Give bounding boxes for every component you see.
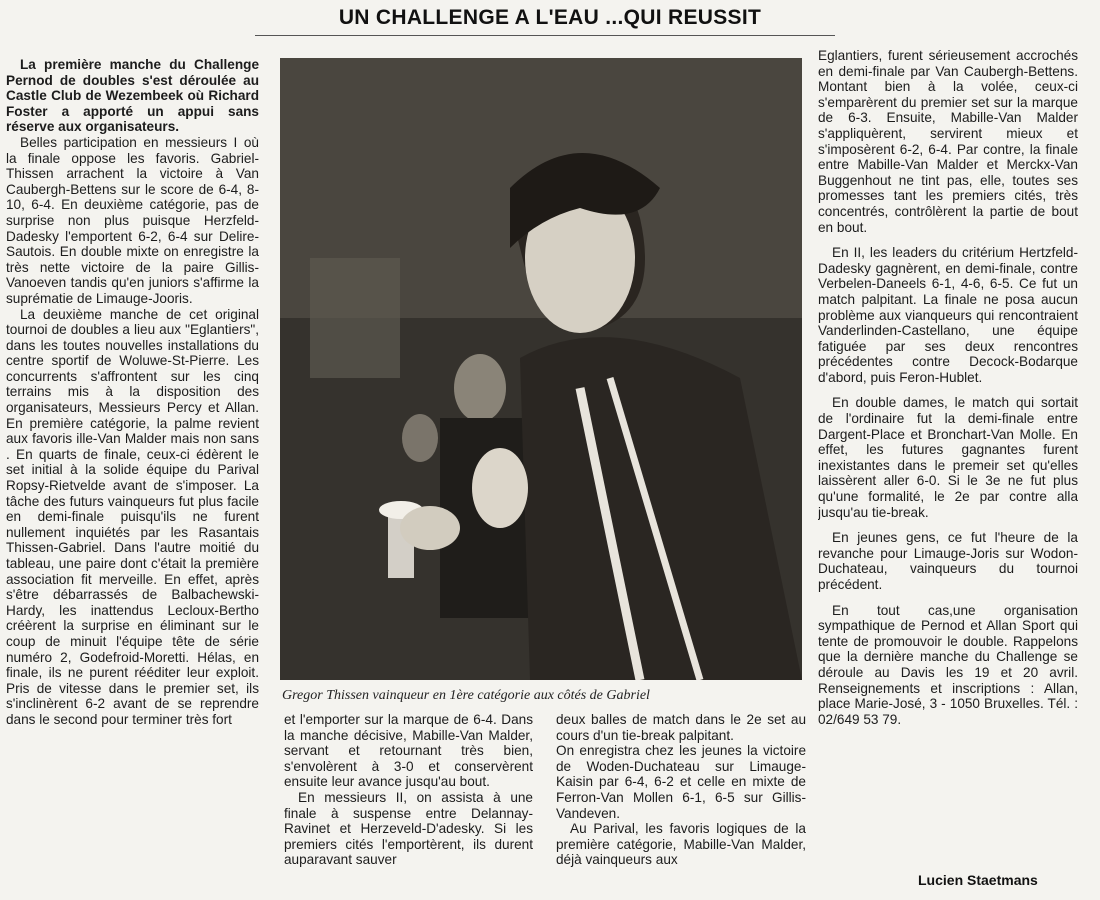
paragraph: On enregistra chez les jeunes la victoire de Woden-Duchateau sur Limauge-Kaisin par 6-4, 6-2 et celle en mixte de Ferron-Van Mollen 6-1, 6-5 sur Gillis-Vandeven. bbox=[556, 743, 806, 821]
article-column-4 bbox=[818, 48, 1078, 893]
article-column-1 bbox=[6, 57, 259, 893]
paragraph: En II, les leaders du critérium Hertzfeld-Dadesky gagnèrent, en demi-finale, contre Verbelen-Daneels 6-1, 4-6, 6-5. Ce fut un match palpitant. La finale ne posa aucun problème aux vianqueurs qui rencontraient Vanderlinden-Castellano, une équipe fatiguée par ses deux rencontres précédentes contre Decock-Bodarque d'abord, puis Feron-Hublet. bbox=[818, 245, 1078, 385]
paragraph: En double dames, le match qui sortait de l'ordinaire fut la demi-finale entre Dargent-Place et Bronchart-Van Molle. En effet, les futures gagnantes furent inexistantes dans le premeir set qu'elles laissèrent aller 6-0. Si le 3e ne fut plus qu'une formalité, le 2e par contre alla jusqu'au tie-break. bbox=[818, 395, 1078, 520]
paragraph: Eglantiers, furent sérieusement accrochés en demi-finale par Van Caubergh-Bettens. Montant bien à la volée, ceux-ci s'emparèrent du premier set sur la marque de 6-3. Ensuite, Mabille-Van Malder s'appliquèrent, servirent mieux et s'imposèrent 6-2, 6-4. Par contre, la finale entre Mabille-Van Malder et Merckx-Van Buggenhout ne tint pas, elle, toutes ses promesses tant les premiers cités, très concentrés, contrôlèrent la partie de bout en bout. bbox=[818, 48, 1078, 235]
article-photo bbox=[280, 58, 802, 680]
headline-rule bbox=[255, 35, 835, 36]
paragraph: En jeunes gens, ce fut l'heure de la revanche pour Limauge-Joris sur Wodon-Duchateau, vainqueurs du tournoi précédent. bbox=[818, 530, 1078, 592]
photo-illustration bbox=[280, 58, 802, 680]
article-column-2 bbox=[284, 712, 533, 892]
photo-caption: Gregor Thissen vainqueur en 1ère catégorie aux côtés de Gabriel bbox=[282, 688, 650, 703]
paragraph: La deuxième manche de cet original tournoi de doubles a lieu aux "Eglantiers", dans les toutes nouvelles installations du centre sportif de Woluwe-St-Pierre. Les concurrents s'affrontent sur les cinq terrains mis à la disposition des organisateurs, Messieurs Percy et Allan. En première catégorie, la palme revient aux favoris ille-Van Malder mais non sans . En quarts de finale, ceux-ci édèrent le set initial à la solide équipe du Parival Ropsy-Rietvelde avant de s'imposer. La tâche des futurs vainqueurs fut plus facile en demi-finale puisqu'ils ne furent nullement inquiétés par les Rasantais Thissen-Gabriel. Dans l'autre moitié du tableau, une paire dont c'était la première association fit merveille. En effet, après s'être débarrassés de Balbachewski-Hardy, les inattendus Lecloux-Bertho créèrent la surprise en éliminant sur le coup de minuit l'équipe tête de série numéro 2, Godefroid-Moretti. Hélas, en finale, ils ne purent rééditer leur exploit. Pris de vitesse dans le premier set, ils s'inclinèrent 6-2 avant de se reprendre dans le second pour terminer très fort bbox=[6, 306, 259, 727]
paragraph: et l'emporter sur la marque de 6-4. Dans la manche décisive, Mabille-Van Malder, servant et retournant très bien, s'envolèrent à 3-0 et conservèrent ensuite leur avance jusqu'au bout. bbox=[284, 712, 533, 790]
lead-paragraph: La première manche du Challenge Pernod de doubles s'est déroulée au Castle Club de Wezembeek où Richard Foster a apporté un appui sans réserve aux organisateurs. bbox=[6, 57, 259, 135]
paragraph: En messieurs II, on assista à une finale à suspense entre Delannay-Ravinet et Herzeveld-D'adesky. Si les premiers cités l'emportèrent, ils durent auparavant sauver bbox=[284, 789, 533, 868]
paragraph: Au Parival, les favoris logiques de la première catégorie, Mabille-Van Malder, déjà vainqueurs aux bbox=[556, 821, 806, 868]
paragraph: deux balles de match dans le 2e set au cours d'un tie-break palpitant. bbox=[556, 712, 806, 743]
headline: UN CHALLENGE A L'EAU ...QUI REUSSIT bbox=[338, 6, 762, 29]
paragraph: Belles participation en messieurs I où la finale oppose les favoris. Gabriel-Thissen arrachent la victoire à Van Caubergh-Bettens sur le score de 6-4, 8-10, 6-4. En deuxième catégorie, pas de surprise non plus puisque Herzfeld-Dadesky l'emportent 6-2, 6-4 sur Delire-Sautois. En double mixte on enregistre la très nette victoire de la paire Gillis-Vanoeven tandis qu'en juniors s'affirme la suprématie de Limauge-Jooris. bbox=[6, 134, 259, 306]
paragraph: En tout cas,une organisation sympathique de Pernod et Allan Sport qui tente de promouvoir le double. Rappelons que la dernière manche du Challenge se déroule au Davis les 19 et 20 avril. Renseignements et inscriptions : Allan, place Marie-José, 3 - 1050 Bruxelles. Tél. : 02/649 53 79. bbox=[818, 602, 1078, 727]
author-signature: Lucien Staetmans bbox=[918, 872, 1038, 888]
article-column-3 bbox=[556, 712, 806, 892]
